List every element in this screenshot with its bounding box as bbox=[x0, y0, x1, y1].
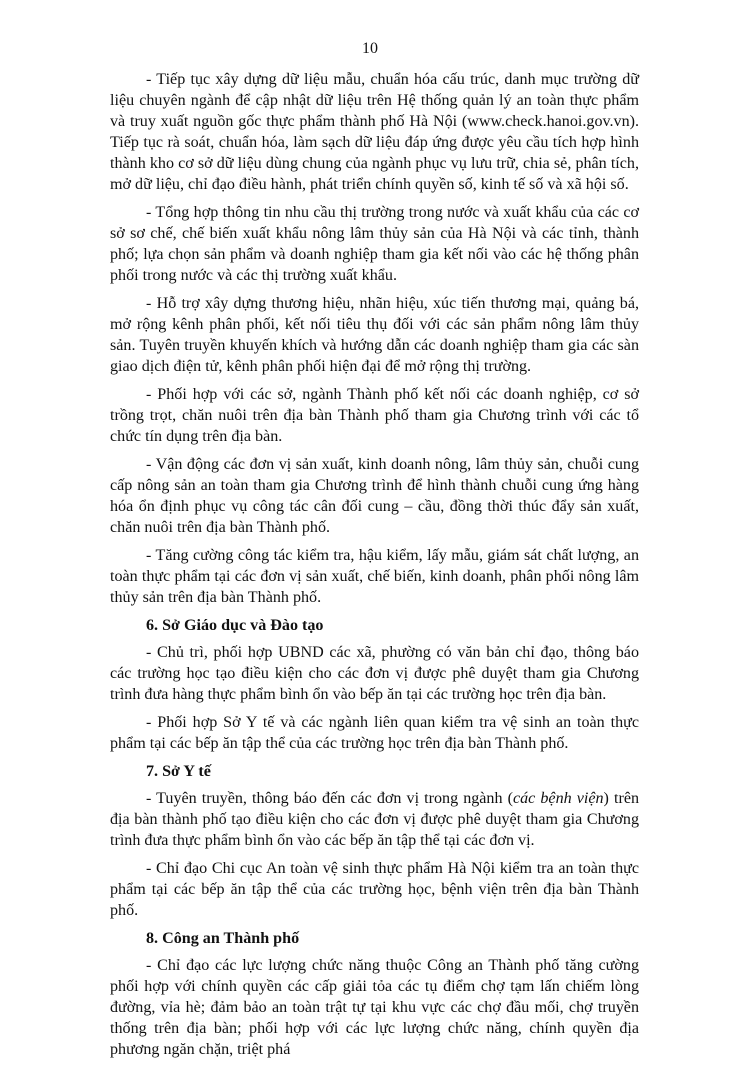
paragraph: - Phối hợp với các sở, ngành Thành phố kết nối các doanh nghiệp, cơ sở trồng trọt, chăn nuôi trên địa bàn Thành phố tham gia Chương trình với các tổ chức tín dụng trên địa bàn. bbox=[110, 386, 639, 445]
paragraph: - Hỗ trợ xây dựng thương hiệu, nhãn hiệu, xúc tiến thương mại, quảng bá, mở rộng kênh phân phối, kết nối tiêu thụ đối với các sản phẩm nông lâm thủy sản. Tuyên truyền khuyến khích và hướng dẫn các doanh nghiệp tham gia các sàn giao dịch điện tử, kênh phân phối hiện đại để mở rộng thị trường. bbox=[110, 295, 639, 375]
section-heading-6: 6. Sở Giáo dục và Đào tạo bbox=[146, 617, 324, 634]
paragraph: - Tiếp tục xây dựng dữ liệu mẫu, chuẩn hóa cấu trúc, danh mục trường dữ liệu chuyên ngành để cập nhật dữ liệu trên Hệ thống quản lý an toàn thực phẩm và truy xuất nguồn gốc thực phẩm thành phố Hà Nội (www.check.hanoi.gov.vn). Tiếp tục rà soát, chuẩn hóa, làm sạch dữ liệu đáp ứng được yêu cầu tích hợp hình thành kho cơ sở dữ liệu dùng chung của ngành phục vụ lưu trữ, chia sẻ, phân tích, mở dữ liệu, chỉ đạo điều hành, phát triển chính quyền số, kinh tế số và xã hội số. bbox=[110, 71, 639, 193]
italic-text: các bệnh viện bbox=[512, 790, 604, 807]
paragraph: - Chỉ đạo các lực lượng chức năng thuộc Công an Thành phố tăng cường phối hợp với chính quyền các cấp giải tỏa các tụ điểm chợ tạm lấn chiếm lòng đường, vỉa hè; đảm bảo an toàn trật tự tại khu vực các chợ đầu mối, chợ truyền thống trên địa bàn; phối hợp với các lực lượng chức năng, chính quyền địa phương ngăn chặn, triệt phá bbox=[110, 957, 639, 1058]
page-number: 10 bbox=[362, 40, 378, 57]
document-body bbox=[110, 69, 639, 1067]
paragraph: - Vận động các đơn vị sản xuất, kinh doanh nông, lâm thủy sản, chuỗi cung cấp nông sản an toàn tham gia Chương trình để hình thành chuỗi cung ứng hàng hóa ổn định phục vụ công tác cân đối cung – cầu, đồng thời thúc đẩy sản xuất, chăn nuôi trên địa bàn Thành phố. bbox=[110, 456, 639, 536]
section-heading-8: 8. Công an Thành phố bbox=[146, 930, 300, 947]
text-run: ) trên địa bàn thành phố tạo điều kiện cho các đơn vị được phê duyệt tham gia Chương trình đưa thực phẩm bình ổn vào các bếp ăn tập thể tại các đơn vị. bbox=[110, 790, 640, 849]
paragraph: - Chỉ đạo Chi cục An toàn vệ sinh thực phẩm Hà Nội kiểm tra an toàn thực phẩm tại các bếp ăn tập thể của các trường học, bệnh viện trên địa bàn Thành phố. bbox=[110, 860, 639, 919]
text-run: - Tuyên truyền, thông báo đến các đơn vị trong ngành ( bbox=[146, 790, 513, 807]
paragraph: - Phối hợp Sở Y tế và các ngành liên quan kiểm tra vệ sinh an toàn thực phẩm tại các bếp ăn tập thể của các trường học trên địa bàn Thành phố. bbox=[110, 714, 639, 752]
paragraph: - Tổng hợp thông tin nhu cầu thị trường trong nước và xuất khẩu của các cơ sở sơ chế, chế biến xuất khẩu nông lâm thủy sản của Hà Nội và các tỉnh, thành phố; lựa chọn sản phẩm và doanh nghiệp tham gia kết nối vào các hệ thống phân phối trong nước và các thị trường xuất khẩu. bbox=[110, 204, 639, 284]
paragraph: - Tăng cường công tác kiểm tra, hậu kiểm, lấy mẫu, giám sát chất lượng, an toàn thực phẩm tại các đơn vị sản xuất, chế biến, kinh doanh, phân phối nông lâm thủy sản trên địa bàn Thành phố. bbox=[110, 547, 639, 606]
paragraph-with-italic bbox=[110, 788, 639, 851]
paragraph: - Chủ trì, phối hợp UBND các xã, phường có văn bản chỉ đạo, thông báo các trường học tạo điều kiện cho các đơn vị được phê duyệt tham gia Chương trình đưa hàng thực phẩm bình ổn vào bếp ăn tại các trường học trên địa bàn. bbox=[110, 644, 639, 703]
section-heading-7: 7. Sở Y tế bbox=[146, 763, 211, 780]
